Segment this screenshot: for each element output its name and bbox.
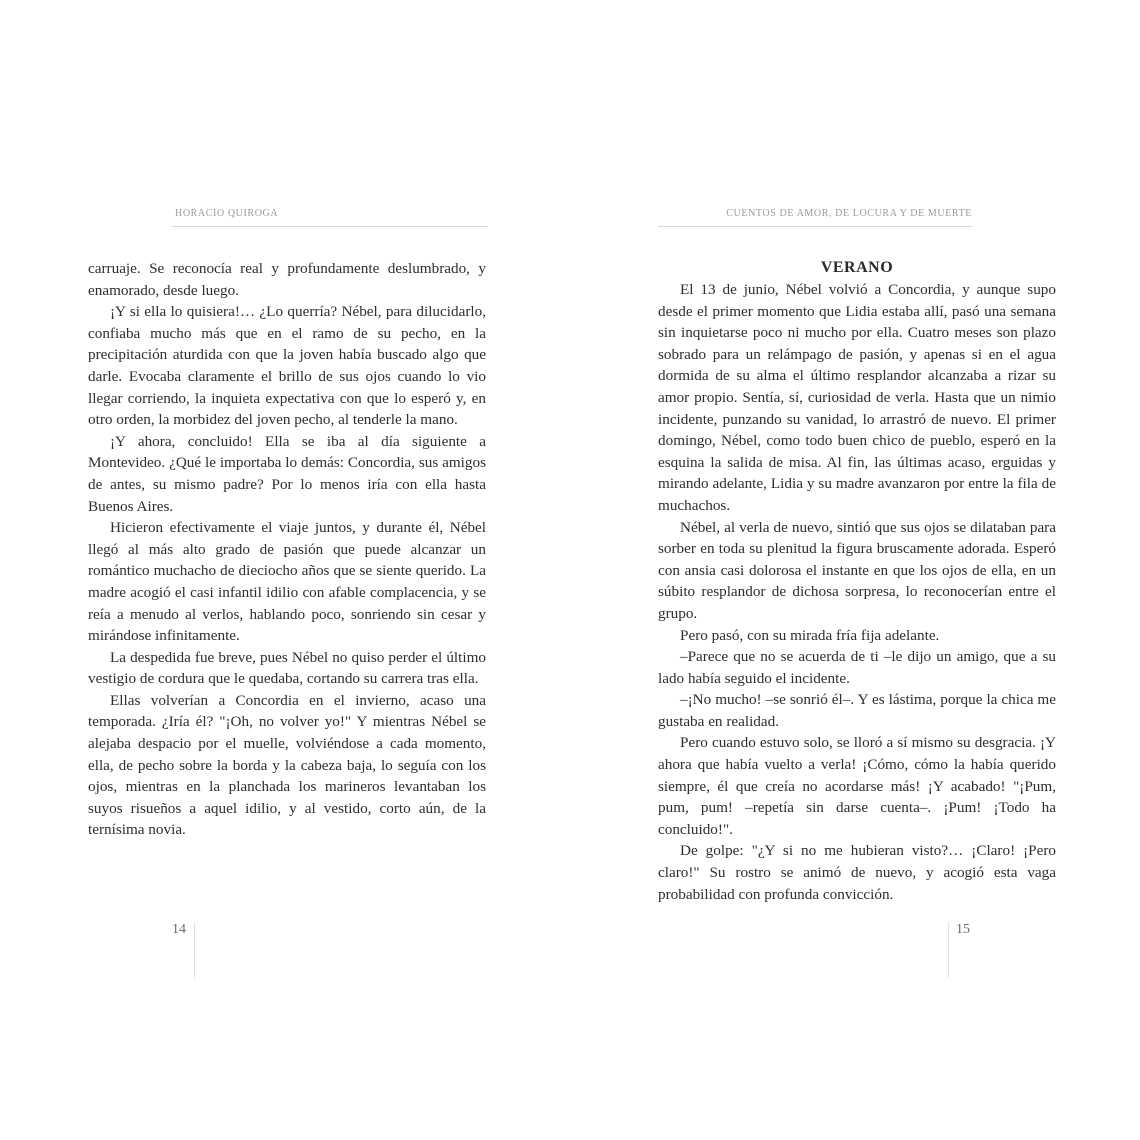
paragraph: –Parece que no se acuerda de ti –le dijo un amigo, que a su lado había seguido el incidente. <box>658 648 1056 687</box>
header-rule <box>658 226 972 227</box>
body-text <box>88 258 486 841</box>
page-number: 15 <box>956 922 970 937</box>
paragraph: Pero pasó, con su mirada fría fija adelante. <box>680 626 940 644</box>
paragraph: ¡Y ahora, concluido! Ella se iba al día siguiente a Montevideo. ¿Qué le importaba lo demás: Concordia, sus amigos de antes, su mismo padre? Por lo menos iría con ella hasta Buenos Aires. <box>88 432 486 515</box>
paragraph: De golpe: "¿Y si no me hubieran visto?… ¡Claro! ¡Pero claro!" Su rostro se animó de nuevo, y acogió esta vaga probabilidad con profunda convicción. <box>658 842 1056 903</box>
chapter-title: VERANO <box>820 259 894 276</box>
paragraph: Pero cuando estuvo solo, se lloró a sí mismo su desgracia. ¡Y ahora que había vuelto a verla! ¡Cómo, cómo la había querido siempre, él que creía no acordarse más! ¡Y acabado! "¡Pum, pum, pum! –repetía sin darse cuenta–. ¡Pum! ¡Todo ha concluido!". <box>658 734 1056 838</box>
paragraph: ¡Y si ella lo quisiera!… ¿Lo querría? Nébel, para dilucidarlo, confiaba mucho más que en el ramo de su pecho, en la precipitación aturdida con que la joven había buscado algo que darle. Evocaba claramente el brillo de sus ojos cuando lo vio llegar corriendo, la inquieta expectativa con que lo esperó y, en otro orden, la morbidez del joven pecho, al tenderle la mano. <box>88 303 486 429</box>
header-rule <box>172 226 488 227</box>
running-head-title: CUENTOS DE AMOR, DE LOCURA Y DE MUERTE <box>726 208 972 219</box>
right-page <box>570 0 1140 1140</box>
paragraph: Nébel, al verla de nuevo, sintió que sus ojos se dilataban para sorber en toda su plenitud la figura bruscamente adorada. Esperó con ansia casi dolorosa el instante en que los ojos de ella, en un súbito resplandor de dichosa sorpresa, lo reconocerían entre el grupo. <box>658 518 1056 622</box>
paragraph: La despedida fue breve, pues Nébel no quiso perder el último vestigio de cordura que le quedaba, cortando su carrera tras ella. <box>88 648 486 688</box>
folio-rule <box>948 922 949 978</box>
page-number: 14 <box>172 922 186 937</box>
paragraph: El 13 de junio, Nébel volvió a Concordia, y aunque supo desde el primer momento que Lidia estaba allí, pasó una semana sin inquietarse poco ni mucho por ella. Cuatro meses son plazo sobrado para un relámpago de pasión, y apenas si en el agua dormida de su alma el último resplandor alcanzaba a rizar su amor propio. Sentía, sí, curiosidad de verla. Hasta que un nimio incidente, punzando su vanidad, lo arrastró de nuevo. El primer domingo, Nébel, como todo buen chico de pueblo, esperó en la esquina la salida de misa. Al fin, las últimas acaso, erguidas y mirando adelante, Lidia y su madre avanzaron por entre la fila de muchachos. <box>658 281 1056 514</box>
paragraph: carruaje. Se reconocía real y profundamente deslumbrado, y enamorado, desde luego. <box>88 260 486 299</box>
paragraph: Ellas volverían a Concordia en el invierno, acaso una temporada. ¿Iría él? "¡Oh, no volver yo!" Y mientras Nébel se alejaba despacio por el muelle, volviéndose a cada momento, ella, de pecho sobre la borda y la cabeza baja, lo seguía con los ojos, mientras en la planchada los marineros levantaban los suyos risueños a aquel idilio, y al vestido, corto aún, de la ternísima novia. <box>88 691 486 839</box>
folio-rule <box>194 922 195 978</box>
body-text <box>658 257 1056 905</box>
running-head-author: HORACIO QUIROGA <box>175 208 279 219</box>
paragraph: –¡No mucho! –se sonrió él–. Y es lástima, porque la chica me gustaba en realidad. <box>658 691 1056 730</box>
paragraph: Hicieron efectivamente el viaje juntos, y durante él, Nébel llegó al más alto grado de pasión que puede alcanzar un romántico muchacho de dieciocho años que se siente querido. La madre acogió el casi infantil idilio con afable complacencia, y se reía a menudo al verlos, hablando poco, sonriendo sin cesar y mirándose infinitamente. <box>88 519 486 645</box>
